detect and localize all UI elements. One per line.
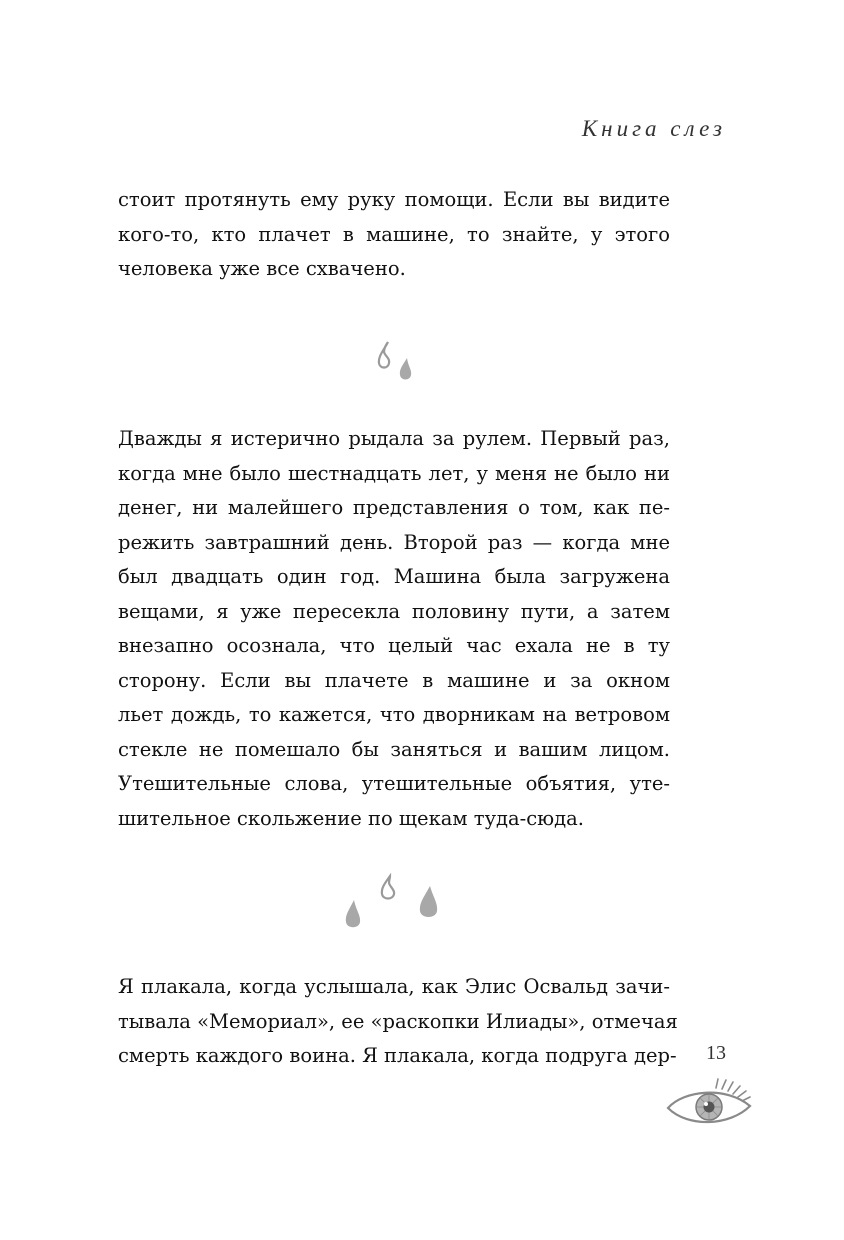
text-line: Дважды я истерично рыдала за рулем. Первый раз, — [118, 427, 670, 450]
text-line: внезапно осознала, что целый час ехала не в ту — [118, 634, 670, 657]
text-line: денег, ни малейшего представления о том, как пе- — [118, 496, 670, 519]
text-line: шительное скольжение по щекам туда-сюда. — [118, 806, 584, 830]
paragraph-2 — [118, 422, 670, 836]
text-line: кого-то, кто плачет в машине, то знайте, у этого — [118, 222, 670, 246]
page-number: 13 — [706, 1042, 726, 1064]
text-line: Я плакала, когда услышала, как Элис Освальд зачи- — [118, 975, 670, 998]
text-line: смерть каждого воина. Я плакала, когда подруга дер- — [118, 1044, 677, 1067]
text-line: льет дождь, то кажется, что дворникам на ветровом — [118, 703, 670, 726]
eye-icon — [664, 1076, 754, 1132]
running-head: Книга слез — [581, 116, 726, 141]
text-line: тывала «Мемориал», ее «раскопки Илиады», отмечая — [118, 1009, 678, 1033]
text-line: стекле не помешало бы заняться и вашим лицом. — [118, 737, 670, 761]
text-line: вещами, я уже пересекла половину пути, а затем — [118, 599, 670, 623]
text-line: режить завтрашний день. Второй раз — когда мне — [118, 530, 670, 554]
paragraph-3 — [118, 970, 678, 1074]
paragraph-1 — [118, 183, 670, 287]
text-line: Утешительные слова, утешительные объятия, уте- — [118, 772, 670, 795]
text-line: стоит протянуть ему руку помощи. Если вы видите — [118, 188, 670, 211]
text-line: когда мне было шестнадцать лет, у меня не было ни — [118, 461, 670, 485]
text-line: был двадцать один год. Машина была загружена — [118, 565, 670, 588]
tear-drops-divider-icon — [338, 870, 448, 940]
text-line: человека уже все схвачено. — [118, 257, 406, 280]
tear-drops-divider-icon — [372, 338, 422, 388]
text-line: сторону. Если вы плачете в машине и за окном — [118, 668, 670, 692]
